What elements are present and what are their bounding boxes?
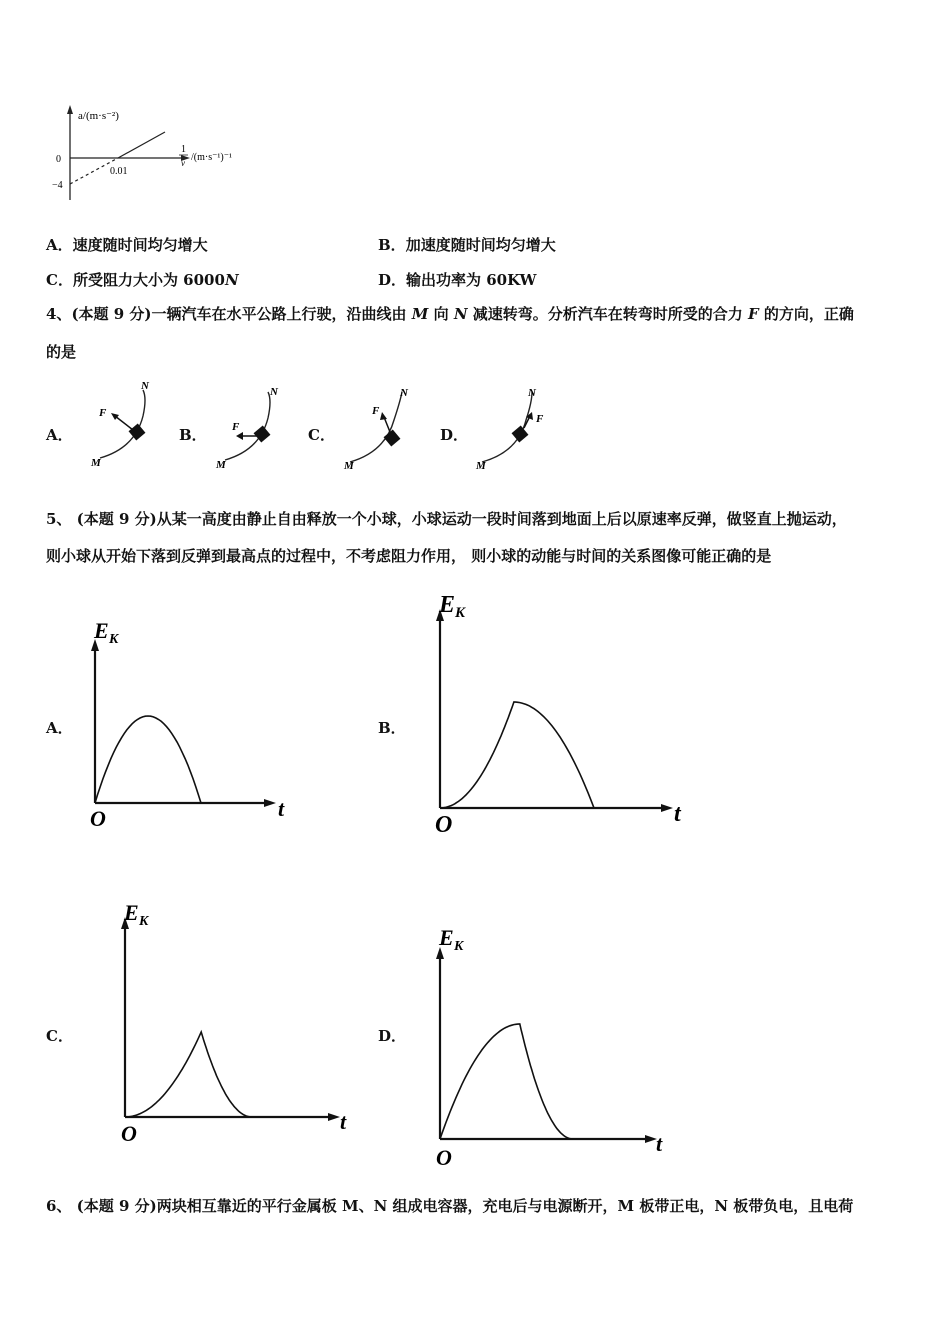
svg-text:M: M xyxy=(344,460,354,472)
q5-chart-d-origin: O xyxy=(436,1145,452,1170)
q4-question-line1: 4、(本题 9 分)一辆汽车在水平公路上行驶，沿曲线由 M 向 N 减速转弯。分析汽车在转弯时所受的合力 F 的方向，正确 xyxy=(46,305,854,323)
q5-chart-d xyxy=(425,915,675,1170)
svg-text:N: N xyxy=(528,387,536,399)
q3-x-value: 0.01 xyxy=(110,166,128,177)
q5-chart-a-x-label: t xyxy=(278,796,285,821)
q6-question-line1: 6、 (本题 9 分)两块相互靠近的平行金属板 M、N 组成电容器，充电后与电源断开，M 板带正电，N 板带负电，且电荷 xyxy=(46,1197,854,1215)
q4-question-line2: 的是 xyxy=(46,343,77,361)
q5-option-b-label[interactable]: B． xyxy=(378,719,406,737)
q4-figure-b xyxy=(210,380,290,475)
q5-chart-a-y-label: E xyxy=(94,618,109,643)
q5-chart-b xyxy=(425,585,695,840)
q3-a-vs-inverse-v-graph xyxy=(50,100,270,210)
q5-chart-c xyxy=(112,895,362,1150)
q3-x-den: v xyxy=(181,158,185,168)
q3-option-b[interactable]: B．加速度随时间均匀增大 xyxy=(378,236,556,254)
q4-option-b-label[interactable]: B． xyxy=(179,426,207,444)
q5-question-line1: 5、 (本题 9 分)从某一高度由静止自由释放一个小球，小球运动一段时间落到地面上后以原速率反弹，做竖直上抛运动， xyxy=(46,510,847,528)
q5-question-line2: 则小球从开始下落到反弹到最高点的过程中，不考虑阻力作用， 则小球的动能与时间的关系图像可能正确的是 xyxy=(46,547,772,565)
q5-chart-d-y-sub: K xyxy=(454,939,464,954)
q4-figure-c xyxy=(340,382,420,477)
svg-text:F: F xyxy=(232,421,240,433)
q3-x-unit: /(m·s⁻¹)⁻¹ xyxy=(191,152,232,163)
q3-option-c[interactable]: C．所受阻力大小为 6000N xyxy=(46,271,239,289)
q4-option-d-label[interactable]: D． xyxy=(440,426,469,444)
q5-chart-c-y-label: E xyxy=(124,900,139,925)
q5-chart-b-y-sub: K xyxy=(455,605,466,621)
svg-text:N: N xyxy=(270,386,278,398)
svg-text:M: M xyxy=(216,459,226,471)
q5-chart-a-ek-curve xyxy=(95,716,201,803)
q3-option-a[interactable]: A．速度随时间均匀增大 xyxy=(46,236,208,254)
q4-figure-a xyxy=(85,378,165,473)
q4-option-c-label[interactable]: C． xyxy=(308,426,335,444)
q5-chart-b-y-label: E xyxy=(439,592,456,618)
q5-chart-d-y-label: E xyxy=(439,925,454,950)
svg-text:M: M xyxy=(476,460,486,472)
q5-chart-c-origin: O xyxy=(121,1121,137,1146)
q5-chart-a-y-sub: K xyxy=(109,632,119,647)
q4-option-a-label[interactable]: A． xyxy=(46,426,73,444)
q5-chart-c-ek-curve xyxy=(125,1032,252,1117)
q5-option-c-label[interactable]: C． xyxy=(46,1027,73,1045)
q3-option-d[interactable]: D．输出功率为 60KW xyxy=(378,271,537,289)
q5-chart-d-ek-curve xyxy=(440,1024,573,1139)
q4-figure-d xyxy=(470,382,550,477)
q5-chart-a xyxy=(80,605,300,835)
q5-chart-b-origin: O xyxy=(435,812,453,838)
q5-chart-c-y-sub: K xyxy=(139,914,149,929)
q5-chart-b-x-label: t xyxy=(674,801,681,827)
q5-chart-b-ek-curve xyxy=(440,702,594,808)
svg-text:F: F xyxy=(372,405,380,417)
q3-y-value: −4 xyxy=(52,180,63,191)
svg-text:M: M xyxy=(91,457,101,469)
svg-text:F: F xyxy=(99,407,107,419)
q3-solid-line xyxy=(118,132,165,158)
svg-text:N: N xyxy=(400,387,408,399)
q5-option-d-label[interactable]: D． xyxy=(378,1027,407,1045)
q3-y-label: a/(m·s⁻²) xyxy=(78,110,119,122)
q5-option-a-label[interactable]: A． xyxy=(46,719,73,737)
q5-chart-d-x-label: t xyxy=(656,1131,663,1156)
q5-chart-c-x-label: t xyxy=(340,1109,347,1134)
q5-chart-a-origin: O xyxy=(90,806,106,831)
q3-x-num: 1 xyxy=(181,144,186,155)
svg-text:N: N xyxy=(141,380,149,392)
q3-zero: 0 xyxy=(56,154,61,165)
svg-text:F: F xyxy=(536,413,544,425)
